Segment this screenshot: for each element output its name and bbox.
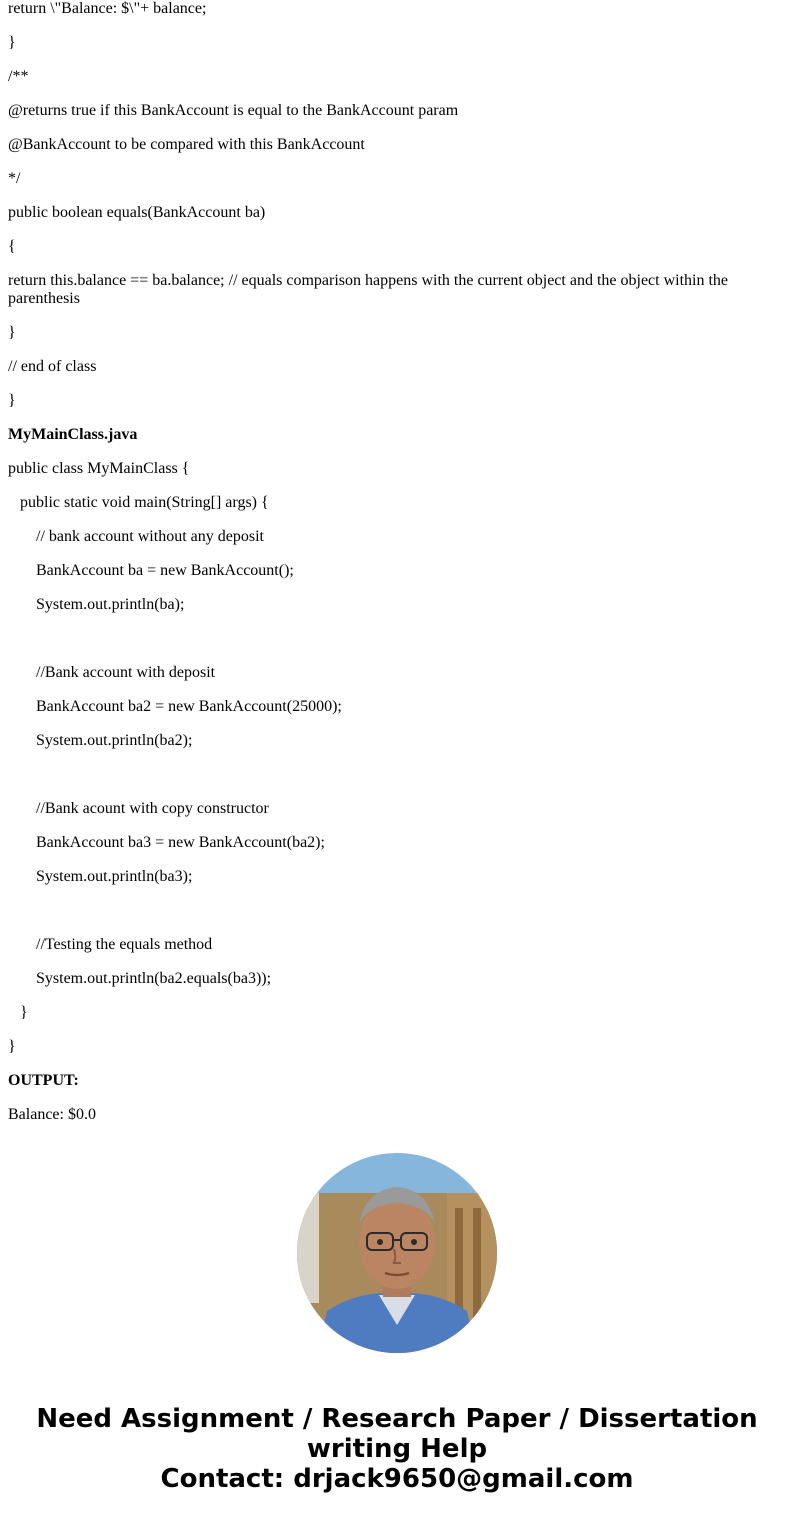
avatar	[297, 1153, 497, 1353]
code-line: }	[8, 392, 16, 409]
code-line: return this.balance == ba.balance; // equals comparison happens with the current object and the object within the parenthesis	[8, 272, 729, 307]
code-line: BankAccount ba = new BankAccount();	[36, 562, 294, 579]
code-line: BankAccount ba3 = new BankAccount(ba2);	[36, 834, 325, 851]
code-line: @returns true if this BankAccount is equal to the BankAccount param	[8, 102, 459, 119]
person-portrait-icon	[297, 1153, 497, 1353]
code-line: /**	[8, 68, 29, 85]
contact-email: Contact: drjack9650@gmail.com	[160, 1464, 634, 1494]
code-line: return \"Balance: $\"+ balance;	[8, 0, 207, 17]
code-line: // end of class	[8, 358, 97, 375]
code-line: }	[8, 1038, 16, 1055]
code-comment: //Bank account with deposit	[36, 664, 216, 681]
code-line: @BankAccount to be compared with this BankAccount	[8, 136, 365, 153]
code-line: }	[8, 324, 16, 341]
code-line: {	[8, 238, 16, 255]
code-comment: //Testing the equals method	[36, 936, 213, 953]
output-heading: OUTPUT:	[8, 1072, 79, 1089]
code-line: BankAccount ba2 = new BankAccount(25000);	[36, 698, 342, 715]
code-line: System.out.println(ba);	[36, 596, 185, 613]
document-body	[8, 0, 786, 1124]
output-line: Balance: $0.0	[8, 1106, 96, 1123]
code-line: }	[8, 34, 16, 51]
code-line: System.out.println(ba2.equals(ba3));	[36, 970, 272, 987]
promo-headline: Need Assignment / Research Paper / Dissertation writing Help	[36, 1404, 758, 1464]
code-line: */	[8, 170, 21, 187]
code-line: System.out.println(ba3);	[36, 868, 193, 885]
code-comment: //Bank acount with copy constructor	[36, 800, 269, 817]
code-line: System.out.println(ba2);	[36, 732, 193, 749]
code-line: public boolean equals(BankAccount ba)	[8, 204, 266, 221]
code-line: public class MyMainClass {	[8, 460, 190, 477]
file-heading: MyMainClass.java	[8, 426, 138, 443]
code-comment: // bank account without any deposit	[36, 528, 264, 545]
contact-banner	[0, 1404, 794, 1494]
code-line: public static void main(String[] args) {	[20, 494, 269, 511]
code-line: }	[20, 1004, 28, 1021]
